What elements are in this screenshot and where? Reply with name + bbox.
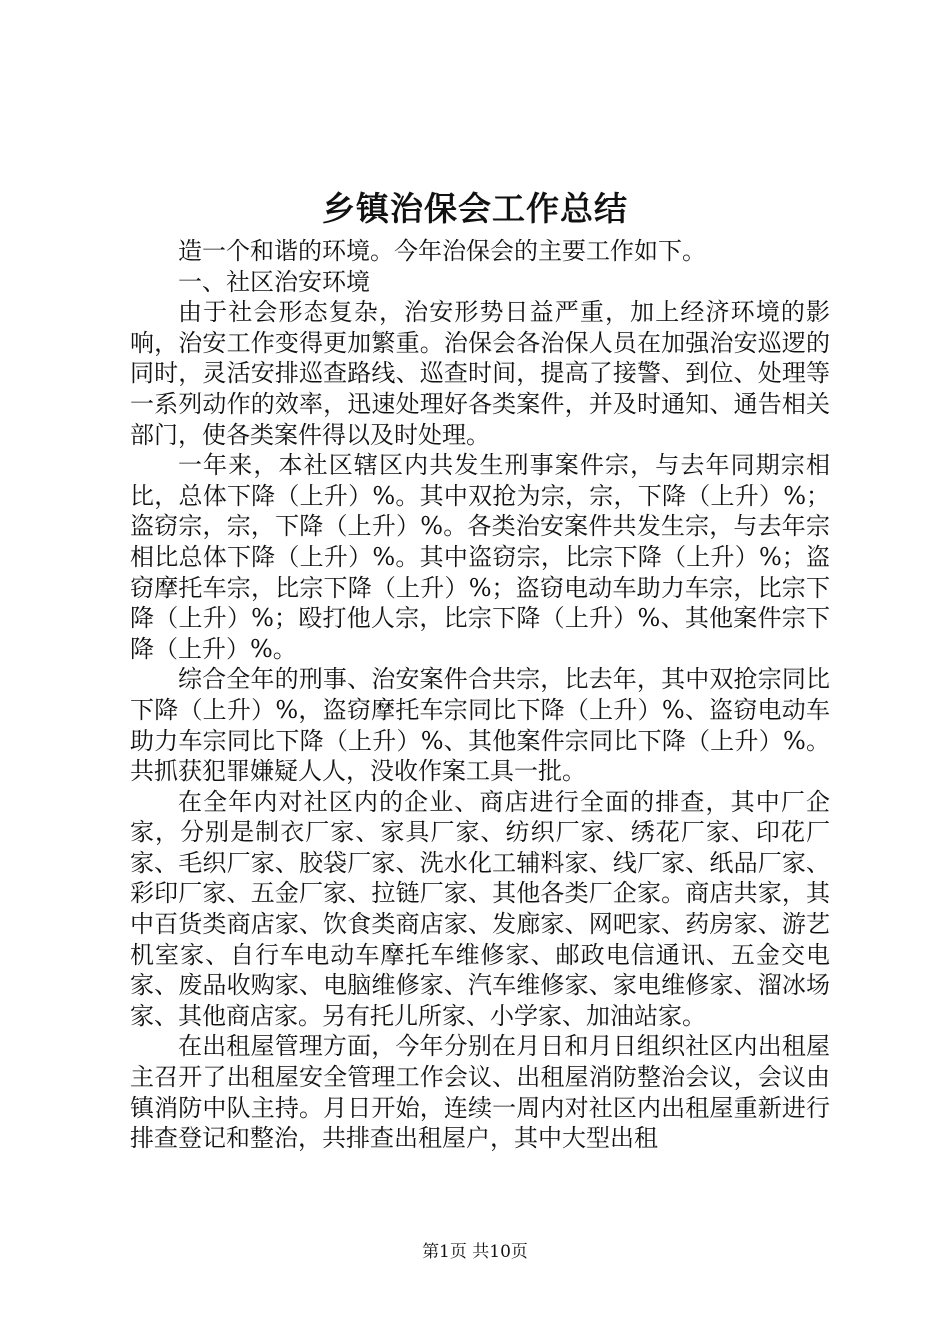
paragraph-criminal-cases: 一年来，本社区辖区内共发生刑事案件宗，与去年同期宗相比，总体下降（上升）%。其中双抢为宗，宗，下降（上升）%；盗窃宗，宗，下降（上升）%。各类治安案件共发生宗，与去年宗相比总体下降（上升）%。其中盗窃宗，比宗下降（上升）%；盗窃摩托车宗，比宗下降（上升）%；盗窃电动车助力车宗，比宗下降（上升）%；殴打他人宗，比宗下降（上升）%、其他案件宗下降（上升）%。: [130, 451, 830, 663]
paragraph-environment: 由于社会形态复杂，治安形势日益严重，加上经济环境的影响，治安工作变得更加繁重。治保会各治保人员在加强治安巡逻的同时，灵活安排巡查路线、巡查时间，提高了接警、到位、处理等一系列动作的效率，迅速处理好各类案件，并及时通知、通告相关部门，使各类案件得以及时处理。: [130, 298, 830, 449]
page-title: 乡镇治保会工作总结: [322, 189, 628, 228]
page-footer: 第1页 共10页: [422, 1242, 528, 1262]
section-heading: 一、社区治安环境: [178, 267, 370, 296]
paragraph-rental-management: 在出租屋管理方面，今年分别在月日和月日组织社区内出租屋主召开了出租屋安全管理工作会议、出租屋消防整治会议，会议由镇消防中队主持。月日开始，连续一周内对社区内出租屋重新进行排查登记和整治，共排查出租屋户，其中大型出租: [130, 1032, 830, 1153]
document-body: [130, 236, 830, 1154]
paragraph-case-summary: 综合全年的刑事、治安案件合共宗，比去年，其中双抢宗同比下降（上升）%，盗窃摩托车宗同比下降（上升）%、盗窃电动车助力车宗同比下降（上升）%、其他案件宗同比下降（上升）%。共抓获犯罪嫌疑人人，没收作案工具一批。: [130, 665, 830, 786]
paragraph-intro: 造一个和谐的环境。今年治保会的主要工作如下。: [178, 237, 706, 265]
paragraph-enterprise-inspection: 在全年内对社区内的企业、商店进行全面的排查，其中厂企家，分别是制衣厂家、家具厂家、纺织厂家、绣花厂家、印花厂家、毛织厂家、胶袋厂家、洗水化工辅料家、线厂家、纸品厂家、彩印厂家、五金厂家、拉链厂家、其他各类厂企家。商店共家，其中百货类商店家、饮食类商店家、发廊家、网吧家、药房家、游艺机室家、自行车电动车摩托车维修家、邮政电信通讯、五金交电家、废品收购家、电脑维修家、汽车维修家、家电维修家、溜冰场家、其他商店家。另有托儿所家、小学家、加油站家。: [130, 787, 830, 1030]
